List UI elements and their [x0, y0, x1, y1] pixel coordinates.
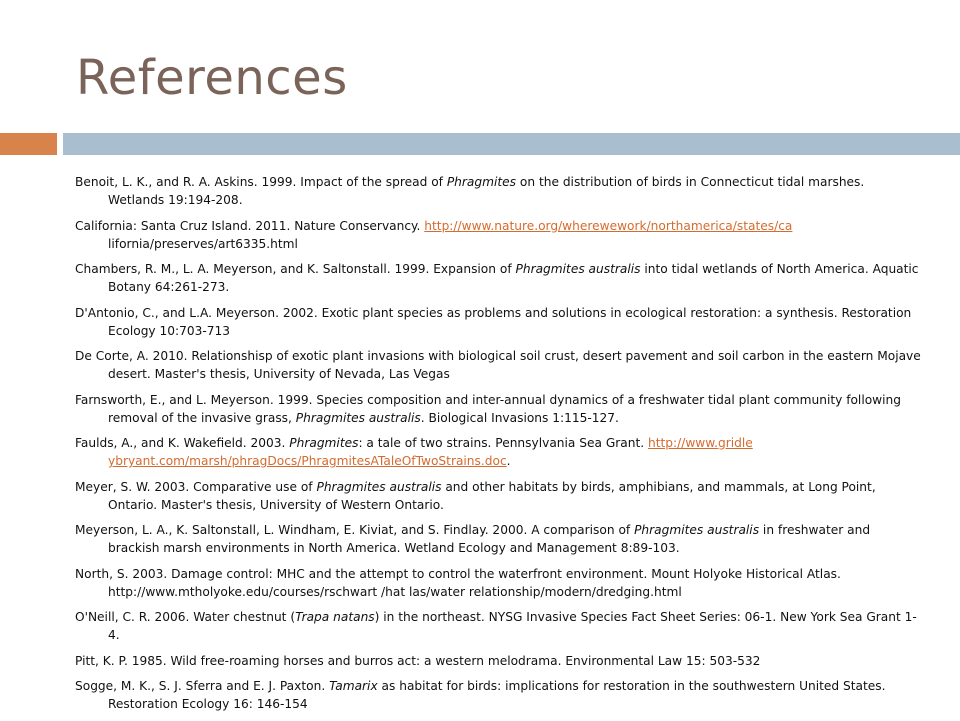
reference-text: Sogge, M. K., S. J. Sferra and E. J. Paxton.: [75, 679, 330, 693]
reference-list: [75, 173, 923, 721]
italic-term: Phragmites: [446, 175, 517, 189]
reference-text: Faulds, A., and K. Wakefield. 2003.: [75, 436, 290, 450]
reference-text: North, S. 2003. Damage control: MHC and the attempt to control the waterfront environment. Mount Holyoke Historical Atlas. http://www.mtholyoke.edu/courses/rschwart /hat las/water relationship/modern/dredging.html: [75, 566, 841, 599]
reference-text: Meyerson, L. A., K. Saltonstall, L. Windham, E. Kiviat, and S. Findlay. 2000. A comparison of: [75, 523, 635, 537]
reference-item: [75, 391, 923, 427]
reference-text: and other habitats by birds, amphibians, and mammals, at Long Point, Ontario. Master's thesis, University of Western Ontario.: [108, 479, 876, 512]
title-rule-bar: [63, 133, 960, 155]
reference-text: : a tale of two strains. Pennsylvania Sea Grant.: [358, 436, 648, 450]
reference-text: lifornia/preserves/art6335.html: [108, 236, 298, 251]
reference-item: [75, 304, 923, 340]
italic-term: Tamarix: [329, 679, 378, 693]
reference-item: [75, 260, 923, 296]
italic-term: Trapa natans: [295, 610, 375, 624]
reference-item: [75, 652, 923, 670]
reference-item: [75, 521, 923, 557]
reference-text: D'Antonio, C., and L.A. Meyerson. 2002. Exotic plant species as problems and solutions in ecological restoration: a synthesis. Restoration Ecology 10:703-713: [75, 305, 912, 338]
reference-text: Benoit, L. K., and R. A. Askins. 1999. Impact of the spread of: [75, 175, 447, 189]
reference-text: Farnsworth, E., and L. Meyerson. 1999. Species composition and inter-annual dynamics of a freshwater tidal plant community following removal of the invasive grass,: [75, 392, 901, 425]
reference-item: [75, 173, 923, 209]
reference-text: California: Santa Cruz Island. 2011. Nature Conservancy.: [75, 218, 425, 233]
reference-link[interactable]: http://www.gridle ybryant.com/marsh/phragDocs/PhragmitesATaleOfTwoStrains.doc: [108, 436, 753, 468]
italic-term: Phragmites australis: [634, 523, 760, 537]
italic-term: Phragmites australis: [316, 479, 442, 494]
reference-text: Pitt, K. P. 1985. Wild free-roaming horses and burros act: a western melodrama. Environmental Law 15: 503-532: [75, 653, 761, 668]
reference-item: [75, 478, 923, 514]
reference-text: ) in the northeast. NYSG Invasive Species Fact Sheet Series: 06-1. New York Sea Grant 1-4.: [108, 610, 917, 642]
reference-item: [75, 677, 923, 713]
reference-text: . Biological Invasions 1:115-127.: [420, 410, 619, 425]
italic-term: Phragmites: [289, 436, 359, 450]
reference-text: Meyer, S. W. 2003. Comparative use of: [75, 479, 317, 494]
reference-item: [75, 565, 923, 601]
italic-term: Phragmites australis: [295, 410, 421, 425]
reference-text: De Corte, A. 2010. Relationshisp of exotic plant invasions with biological soil crust, desert pavement and soil carbon in the eastern Mojave desert. Master's thesis, University of Nevada, Las Vegas: [75, 349, 921, 381]
slide-title: References: [76, 50, 348, 106]
reference-text: in freshwater and brackish marsh environments in North America. Wetland Ecology and Management 8:89-103.: [108, 523, 871, 555]
reference-text: .: [506, 454, 511, 468]
reference-text: Chambers, R. M., L. A. Meyerson, and K. Saltonstall. 1999. Expansion of: [75, 262, 516, 276]
reference-item: [75, 608, 923, 644]
reference-text: O'Neill, C. R. 2006. Water chestnut (: [75, 610, 296, 624]
accent-bar: [0, 133, 57, 155]
italic-term: Phragmites australis: [515, 262, 641, 276]
reference-text: as habitat for birds: implications for restoration in the southwestern United States. Restoration Ecology 16: 146-154: [108, 679, 886, 711]
reference-item: [75, 347, 923, 383]
reference-item: [75, 434, 923, 470]
reference-link[interactable]: http://www.nature.org/wherewework/northamerica/states/ca: [424, 218, 793, 233]
reference-text: on the distribution of birds in Connecticut tidal marshes. Wetlands 19:194-208.: [108, 175, 865, 207]
reference-text: into tidal wetlands of North America. Aquatic Botany 64:261-273.: [108, 262, 919, 294]
reference-item: [75, 217, 923, 253]
